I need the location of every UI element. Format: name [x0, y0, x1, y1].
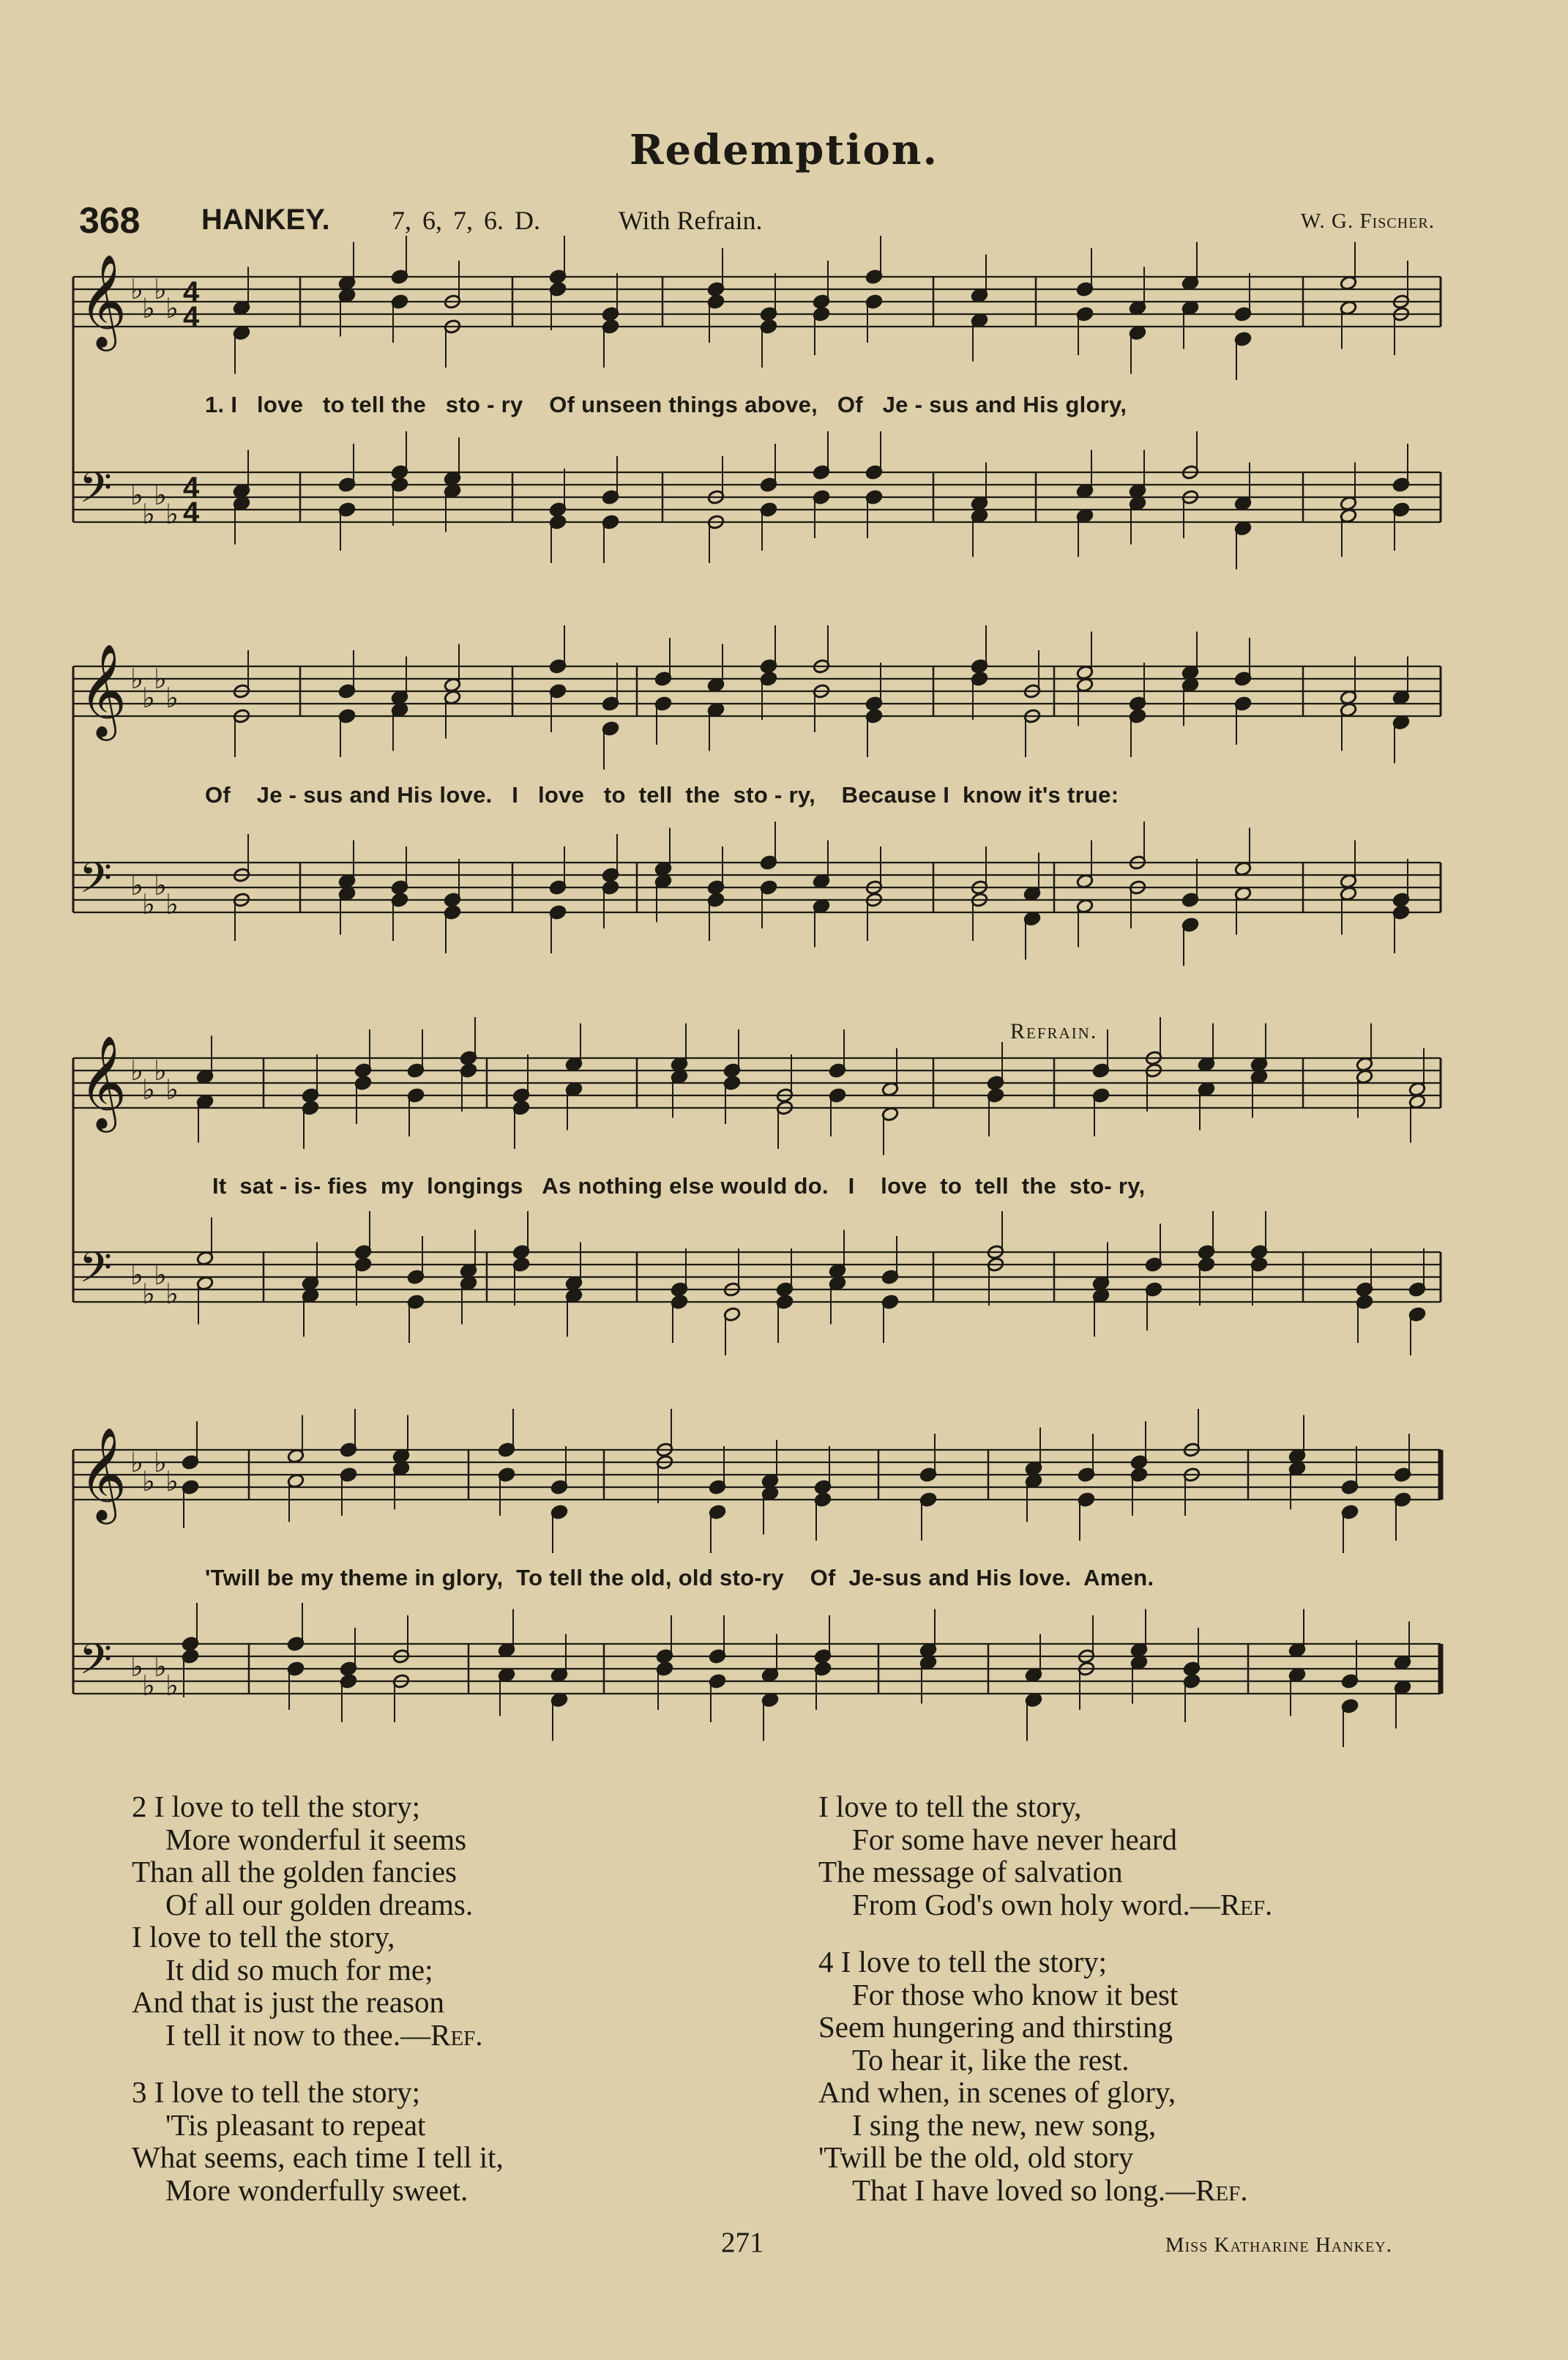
- verse-line-text: I sing the new, new song,: [852, 2107, 1157, 2142]
- verse-line: [132, 1921, 776, 1954]
- author-credit: Miss Katharine Hankey.: [1165, 2233, 1392, 2257]
- verse-line: [132, 1823, 776, 1856]
- time-signature-top: 4: [183, 472, 200, 504]
- flat-sign: ♭: [130, 1054, 143, 1087]
- flat-sign: ♭: [154, 1650, 167, 1683]
- verse-line: [132, 2109, 776, 2142]
- flat-sign: ♭: [154, 479, 167, 511]
- verse-line: [818, 2141, 1463, 2174]
- lyric-line-1: 1. I love to tell the sto - ry Of unseen things above, Of Je - sus and His glory,: [205, 392, 1127, 417]
- flat-sign: ♭: [154, 663, 167, 695]
- flat-sign: ♭: [154, 1054, 167, 1087]
- treble-clef: 𝄞: [79, 1426, 127, 1520]
- flat-sign: ♭: [142, 682, 155, 714]
- composer-credit: W. G. Fischer.: [1300, 209, 1435, 233]
- verse-line: [132, 2019, 776, 2052]
- verse-line: [818, 1888, 1463, 1921]
- flat-sign: ♭: [165, 1670, 179, 1702]
- time-signature-top: 4: [183, 276, 200, 308]
- verse-line-text: And when, in scenes of glory,: [818, 2075, 1176, 2109]
- verse-line-text: More wonderful it seems: [165, 1822, 467, 1856]
- verse-line-text: And that is just the reason: [132, 1985, 445, 2019]
- verse-line-text: 'Tis pleasant to repeat: [165, 2107, 426, 2142]
- verse-line: [132, 1986, 776, 2019]
- verse-line: [818, 2076, 1463, 2109]
- verse-line-text: For those who know it best: [852, 1977, 1179, 2011]
- lyric-line-4: 'Twill be my theme in glory, To tell the old, old sto-ry Of Je-sus and His love. Amen.: [205, 1565, 1154, 1590]
- verse-line-text: To hear it, like the rest.: [852, 2042, 1130, 2077]
- verse-line-text: That I have loved so long.—: [852, 2173, 1196, 2207]
- flat-sign: ♭: [130, 663, 143, 695]
- flat-sign: ♭: [165, 292, 179, 324]
- verse-line-text: I tell it now to thee.—: [165, 2017, 431, 2052]
- lyric-line-2: Of Je - sus and His love. I love to tell the sto - ry, Because I know it's true:: [205, 782, 1119, 808]
- verse-line: [132, 2076, 776, 2109]
- stanza: [818, 1946, 1463, 2206]
- flat-sign: ♭: [130, 479, 143, 511]
- flat-sign: ♭: [165, 888, 179, 920]
- flat-sign: ♭: [130, 273, 143, 305]
- time-signature-bottom: 4: [183, 496, 200, 529]
- stanza: [132, 1790, 776, 2051]
- flat-sign: ♭: [165, 1073, 179, 1106]
- verse-line-text: Than all the golden fancies: [132, 1855, 457, 1888]
- treble-clef: 𝄞: [79, 253, 127, 347]
- verse-line: [818, 2011, 1463, 2044]
- verse-line-text: 2 I love to tell the story;: [132, 1790, 420, 1823]
- verse-line: [132, 2174, 776, 2207]
- verse-line-text: Seem hungering and thirsting: [818, 2010, 1173, 2044]
- verse-line-text: I love to tell the story,: [818, 1790, 1082, 1823]
- page-number: 271: [721, 2227, 764, 2258]
- bass-clef: 𝄢: [79, 1243, 113, 1303]
- verse-line-text: It did so much for me;: [165, 1952, 433, 1987]
- flat-sign: ♭: [130, 1259, 143, 1291]
- verse-line: [818, 1946, 1463, 1979]
- flat-sign: ♭: [130, 869, 143, 901]
- treble-clef: 𝄞: [79, 643, 127, 737]
- verse-line-text: Of all our golden dreams.: [165, 1887, 474, 1921]
- verse-line-text: 4 I love to tell the story;: [818, 1945, 1107, 1979]
- verse-line: [132, 1954, 776, 1987]
- time-signature-bottom: 4: [183, 301, 200, 333]
- flat-sign: ♭: [142, 888, 155, 920]
- verse-line-text: More wonderfully sweet.: [165, 2173, 468, 2207]
- bass-clef: 𝄢: [79, 1634, 113, 1694]
- verse-line: [818, 1790, 1463, 1823]
- refrain-marker: Ref.: [1195, 2173, 1248, 2207]
- verse-line-text: From God's own holy word.—: [852, 1887, 1220, 1921]
- verse-line: [818, 1823, 1463, 1856]
- flat-sign: ♭: [154, 1446, 167, 1478]
- flat-sign: ♭: [142, 1670, 155, 1702]
- flat-sign: ♭: [142, 292, 155, 324]
- flat-sign: ♭: [165, 498, 179, 530]
- flat-sign: ♭: [130, 1446, 143, 1478]
- verse-line-text: For some have never heard: [852, 1822, 1177, 1856]
- verse-line: [132, 1855, 776, 1888]
- tune-name: HANKEY.: [201, 204, 330, 236]
- flat-sign: ♭: [154, 273, 167, 305]
- verse-line: [132, 1888, 776, 1921]
- verse-line: [818, 2174, 1463, 2207]
- bass-clef: 𝄢: [79, 853, 113, 913]
- flat-sign: ♭: [142, 1073, 155, 1106]
- verses-right-column: [818, 1790, 1463, 2231]
- bass-clef: 𝄢: [79, 463, 113, 523]
- verses-left-column: [132, 1790, 776, 2231]
- verse-line-text: 'Twill be the old, old story: [818, 2140, 1134, 2174]
- verse-line-text: I love to tell the story,: [132, 1920, 395, 1954]
- verse-line: [132, 1790, 776, 1823]
- verse-line: [818, 2044, 1463, 2077]
- refrain-marker: Ref.: [1220, 1887, 1273, 1921]
- verse-line: [818, 1979, 1463, 2011]
- flat-sign: ♭: [142, 498, 155, 530]
- flat-sign: ♭: [130, 1650, 143, 1683]
- flat-sign: ♭: [165, 1465, 179, 1497]
- refrain-note: With Refrain.: [619, 206, 763, 235]
- hymn-number: 368: [79, 200, 141, 241]
- flat-sign: ♭: [154, 1259, 167, 1291]
- stanza: [132, 2076, 776, 2206]
- flat-sign: ♭: [142, 1465, 155, 1497]
- treble-clef: 𝄞: [79, 1035, 127, 1128]
- verse-line-text: The message of salvation: [818, 1855, 1123, 1888]
- hymn-meter: 7, 6, 7, 6. D.: [392, 206, 540, 235]
- verse-line-text: 3 I love to tell the story;: [132, 2075, 420, 2109]
- refrain-label: Refrain.: [1010, 1019, 1098, 1043]
- flat-sign: ♭: [154, 869, 167, 901]
- stanza: [818, 1790, 1463, 1921]
- section-title: Redemption.: [629, 126, 939, 174]
- refrain-marker: Ref.: [430, 2017, 483, 2052]
- verse-line: [818, 1855, 1463, 1888]
- lyric-line-3: It sat - is- fies my longings As nothing else would do. I love to tell the sto- ry,: [212, 1173, 1146, 1199]
- flat-sign: ♭: [165, 682, 179, 714]
- flat-sign: ♭: [165, 1278, 179, 1310]
- verse-line-text: What seems, each time I tell it,: [132, 2140, 504, 2174]
- verse-line: [818, 2109, 1463, 2142]
- verse-line: [132, 2141, 776, 2174]
- flat-sign: ♭: [142, 1278, 155, 1310]
